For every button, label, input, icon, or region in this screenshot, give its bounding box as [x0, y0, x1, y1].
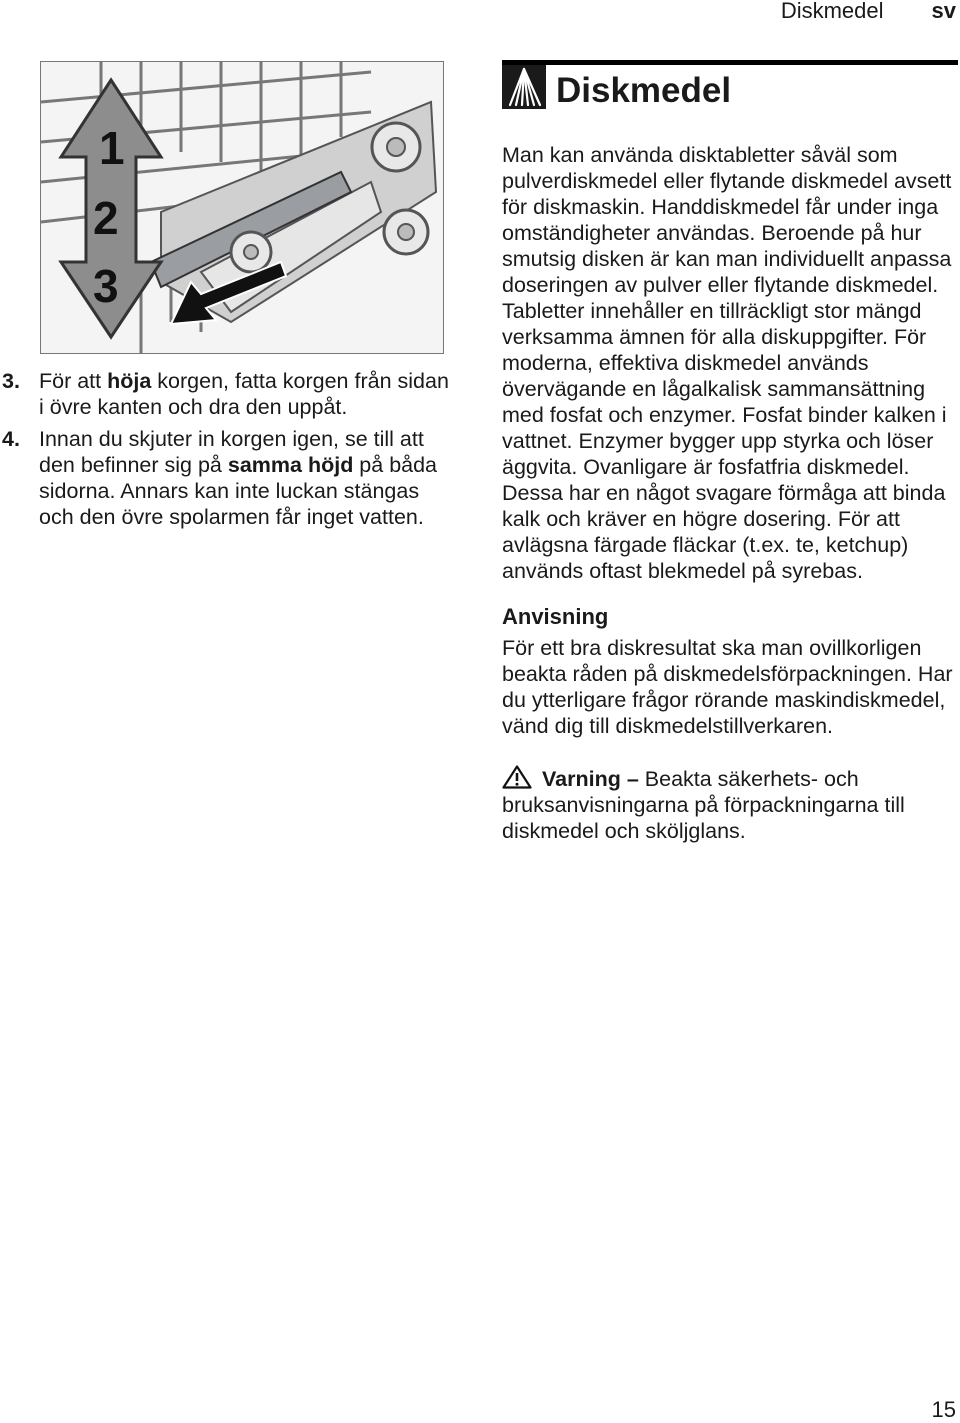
body-paragraph: Man kan använda disktabletter såväl som pulverdiskmedel eller flytande diskmedel avsett för diskmaskin. Handdiskmedel får under inga omständigheter användas. Beroende på hur smutsig disken är kan man individuellt anpassa doseringen av pulver eller flytande diskmedel. Tabletter innehåller en tillräckligt stor mängd verksamma ämnen för alla diskuppgifter. För moderna, effektiva diskmedel används övervägande en lågalkalisk sammansättning med fosfat och enzymer. Fosfat binder kalken i vattnet. Enzymer bygger upp styrka och löser äggvita. Ovanligare är fosfatfria diskmedel. Dessa har en något svagare förmåga att binda kalk och kräver en högre dosering. För att avlägsna färgade fläckar (t.ex. te, ketchup) används oftast blekmedel på syrebas. — [502, 143, 952, 583]
warning-text: Beakta säkerhets- och bruksanvisningarna på förpackningarna till diskmedel och sköljglans. — [502, 767, 905, 843]
step-number: 3. — [2, 369, 20, 393]
step-text-pre: Innan du skjuter in korgen igen, se till att den befinner sig på — [39, 427, 424, 477]
step-item — [2, 368, 456, 420]
main-content — [502, 142, 958, 844]
step-text-bold: höja — [107, 369, 152, 393]
step-list — [2, 368, 456, 536]
header-title: Diskmedel — [780, 0, 884, 23]
step-text-bold: samma höjd — [227, 453, 354, 477]
step-number: 4. — [2, 427, 20, 451]
warning-triangle-icon — [502, 765, 532, 789]
header-language: sv — [931, 0, 956, 23]
section-title: Diskmedel — [556, 71, 732, 110]
step-text-post: korgen, fatta korgen från sidan i övre kanten och dra den uppåt. — [39, 369, 449, 419]
warning-label: Varning – — [542, 767, 639, 791]
section-heading — [502, 60, 958, 125]
position-label-1: 1 — [99, 122, 125, 174]
step-item — [2, 426, 456, 530]
page-number: 15 — [931, 1397, 956, 1422]
basket-illustration — [40, 61, 444, 354]
position-label-3: 3 — [93, 260, 119, 312]
detergent-icon — [502, 65, 546, 109]
step-text-post: på båda sidorna. Annars kan inte luckan stängas och den övre spolarmen får inget vatten. — [39, 453, 438, 529]
note-heading: Anvisning — [502, 604, 609, 629]
warning-paragraph — [502, 765, 958, 844]
running-header — [781, 0, 956, 24]
step-text-pre: För att — [39, 369, 108, 393]
position-label-2: 2 — [93, 192, 119, 244]
note-text: För ett bra diskresultat ska man ovillkorligen beakta råden på diskmedelsförpackningen. Har du ytterligare frågor rörande maskindiskmedel, vänd dig till diskmedelstillverkaren. — [502, 636, 953, 738]
basket-height-adjust-drawing — [41, 62, 443, 353]
